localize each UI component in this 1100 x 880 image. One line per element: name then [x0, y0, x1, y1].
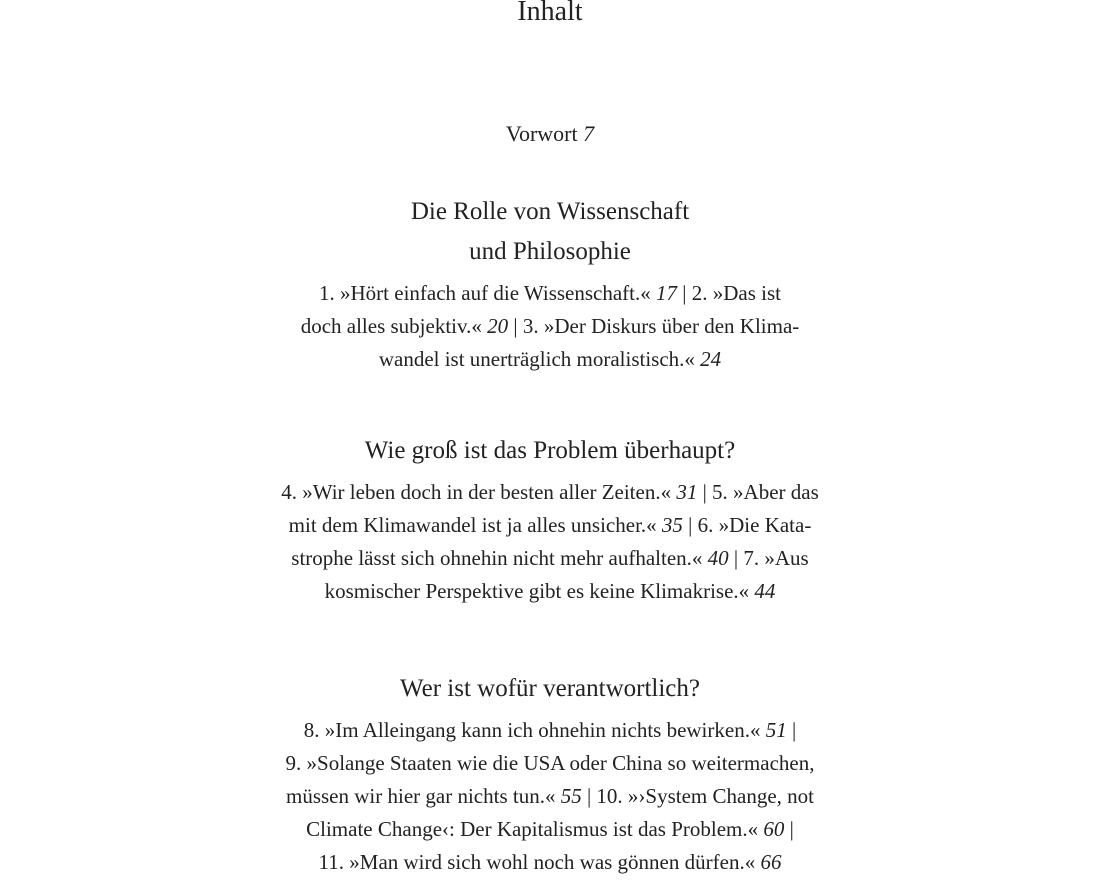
section-heading-2 [0, 431, 1100, 471]
toc-line: 9. »Solange Staaten wie die USA oder China so weitermachen, [285, 751, 815, 775]
toc-line: 11. »Man wird sich wohl noch was gönnen dürfen.« 66 [318, 850, 782, 874]
toc-line: wandel ist unerträglich moralistisch.« 24 [378, 347, 722, 371]
toc-line: 4. »Wir leben doch in der besten aller Zeiten.« 31 | 5. »Aber das [281, 480, 819, 504]
toc-entry-vorwort [0, 118, 1100, 150]
section-heading-3 [0, 669, 1100, 709]
section-heading-1-line-2: und Philosophie [469, 238, 631, 265]
vorwort-page: 7 [583, 121, 595, 146]
toc-line: kosmischer Perspektive gibt es keine Klimakrise.« 44 [324, 579, 776, 603]
section-heading-3-line-1: Wer ist wofür verantwortlich? [400, 675, 700, 702]
toc-line: müssen wir hier gar nichts tun.« 55 | 10. »›System Change, not [286, 784, 814, 808]
toc-line: strophe lässt sich ohnehin nicht mehr aufhalten.« 40 | 7. »Aus [291, 546, 809, 570]
toc-line: Climate Change‹: Der Kapitalismus ist das Problem.« 60 | [306, 817, 794, 841]
vorwort-label: Vorwort [505, 121, 578, 146]
page-title: Inhalt [517, 0, 583, 27]
section-entries-2 [200, 476, 900, 608]
section-heading-2-line-1: Wie groß ist das Problem überhaupt? [364, 437, 736, 464]
section-heading-1-line-1: Die Rolle von Wissenschaft [410, 198, 690, 225]
toc-line: mit dem Klimawandel ist ja alles unsicher.« 35 | 6. »Die Kata- [288, 513, 812, 537]
section-heading-1 [0, 192, 1100, 272]
section-entries-3 [200, 714, 900, 879]
toc-line: 1. »Hört einfach auf die Wissenschaft.« 17 | 2. »Das ist [319, 281, 781, 305]
toc-line: doch alles subjektiv.« 20 | 3. »Der Diskurs über den Klima- [300, 314, 800, 338]
section-entries-1 [200, 277, 900, 376]
toc-line: 8. »Im Alleingang kann ich ohnehin nichts bewirken.« 51 | [303, 718, 797, 742]
